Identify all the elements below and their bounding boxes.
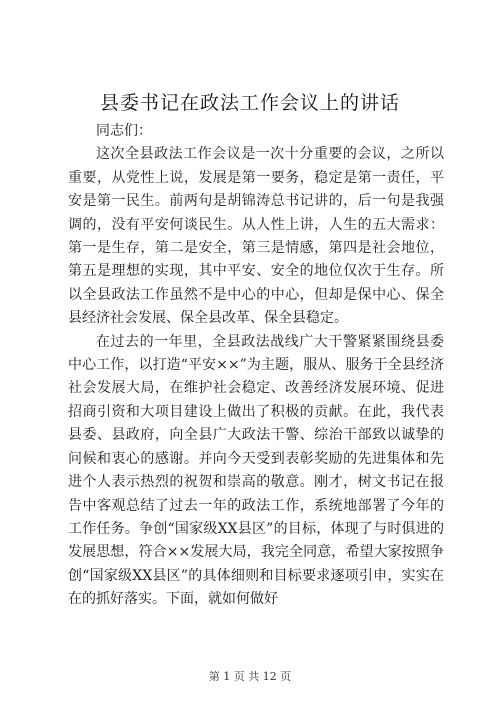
paragraph-2: 在过去的一年里，全县政法战线广大干警紧紧围绕县委中心工作，以打造“平安××”为主题，服从、服务于全县经济社会发展大局，在维护社会稳定、改善经济发展环境、促进招商引资和大项目建设上做出了积极的贡献。在此，我代表县委、县政府，向全县广大政法干警、综治干部致以诚挚的问候和衷心的感谢。并向今天受到表彰奖励的先进集体和先进个人表示热烈的祝贺和崇高的敬意。刚才，树文书记在报告中客观总结了过去一年的政法工作，系统地部署了今年的工作任务。争创“国家级XX县区”的目标，体现了与时俱进的发展思想，符合××发展大局，我完全同意，希望大家按照争创“国家级XX县区”的具体细则和目标要求逐项引申，实实在在的抓好落实。下面，就如何做好 — [68, 333, 444, 608]
greeting: 同志们： — [96, 123, 152, 139]
document-body — [68, 120, 444, 612]
document-title: 县委书记在政法工作会议上的讲话 — [99, 92, 400, 114]
paragraph-1: 这次全县政法工作会议是一次十分重要的会议，之所以重要，从党性上说，发展是第一要务，稳定是第一责任，平安是第一民生。前两句是胡锦涛总书记讲的，后一句是我强调的，没有平安何谈民生。从人性上讲，人生的五大需求：第一是生存，第二是安全，第三是情感，第四是社会地位，第五是理想的实现，其中平安、安全的地位仅次于生存。所以全县政法工作虽然不是中心的中心，但却是保中心、保全县经济社会发展、保全县改革、保全县稳定。 — [68, 146, 444, 327]
page-footer: 第 1 页 共 12 页 — [208, 670, 292, 683]
